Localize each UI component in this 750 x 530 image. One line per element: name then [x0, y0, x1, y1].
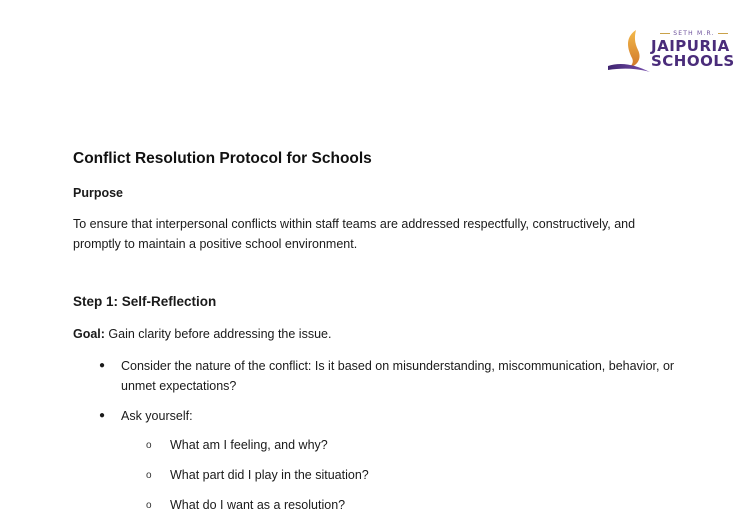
goal-line [73, 327, 331, 341]
hollow-bullet-icon: o [146, 500, 152, 511]
goal-text: Gain clarity before addressing the issue. [104, 327, 332, 341]
step-1-heading: Step 1: Self-Reflection [73, 294, 217, 309]
purpose-text: To ensure that interpersonal conflicts within staff teams are addressed respectfully, constructively, and promptly to maintain a positive school environment. [73, 217, 636, 251]
logo-top-line: SETH M.R. [656, 30, 732, 37]
sub-list-item [146, 495, 346, 515]
goal-label: Goal: [73, 327, 105, 341]
document-title: Conflict Resolution Protocol for Schools [73, 150, 372, 167]
bullet-icon: ● [99, 410, 106, 421]
sub-bullet-text: What part did I play in the situation? [170, 468, 369, 482]
sub-bullet-text: What am I feeling, and why? [170, 438, 328, 452]
hollow-bullet-icon: o [146, 470, 152, 481]
list-item [99, 356, 681, 396]
hollow-bullet-icon: o [146, 440, 152, 451]
sub-list-item [146, 435, 328, 455]
bullet-icon: ● [99, 360, 106, 371]
logo-line-1: JAIPURIA [651, 37, 730, 55]
flame-emblem-icon [606, 28, 652, 74]
sub-bullet-text: What do I want as a resolution? [170, 498, 346, 512]
sub-list-item [146, 465, 369, 485]
list-item [99, 406, 681, 426]
bullet-text: Ask yourself: [121, 409, 193, 423]
school-logo [606, 28, 734, 74]
purpose-heading: Purpose [73, 186, 124, 200]
logo-line-2: SCHOOLS [651, 52, 735, 70]
bullet-text: Consider the nature of the conflict: Is it based on misunderstanding, miscommunication, behavior, or unmet expectations? [121, 359, 675, 393]
